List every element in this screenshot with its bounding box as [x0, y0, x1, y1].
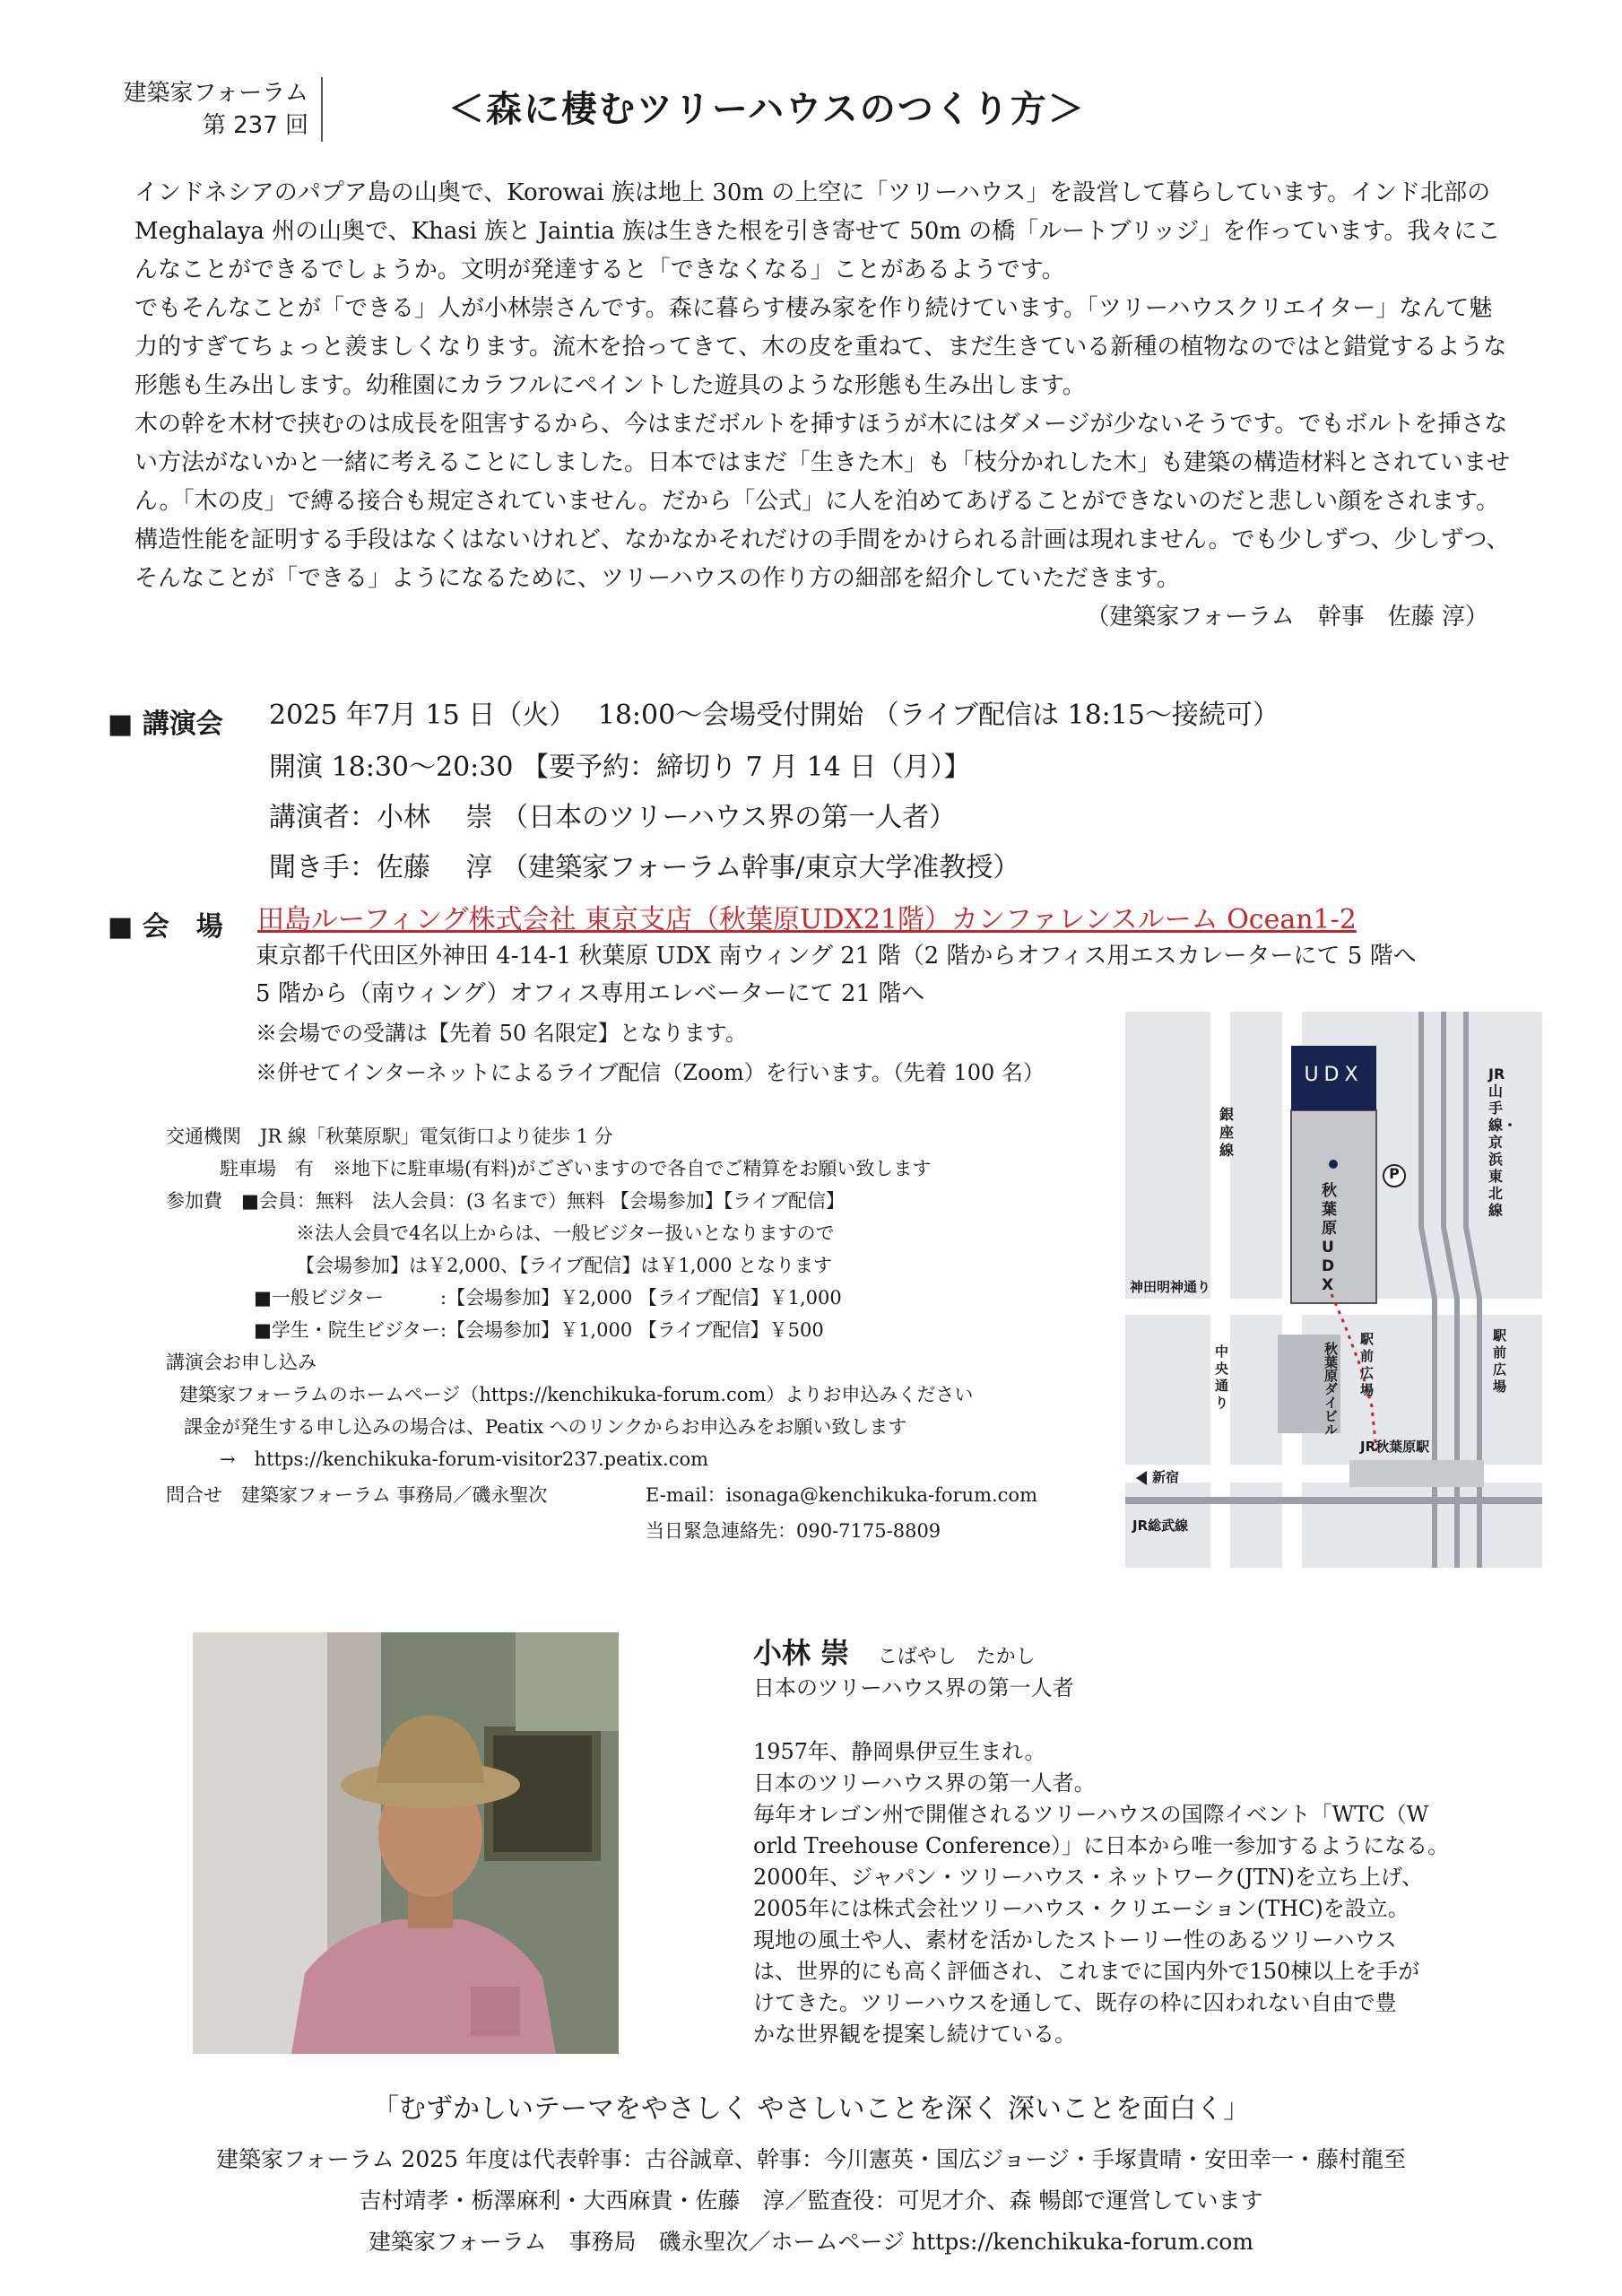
fee-corporate-price: 【会場参加】は￥2,000、【ライブ配信】は￥1,000 となります [296, 1255, 833, 1276]
lecture-date: 2025 年7月 15 日（火） 18:00～会場受付開始 （ライブ配信は 18:15～接続可） [269, 700, 1279, 731]
contact-phone: 当日緊急連絡先：090-7175-8809 [646, 1520, 941, 1542]
road-vertical-left [1210, 1012, 1230, 1568]
venue-note-1: ※会場での受講は【先着 50 名限定】となります。 [256, 1021, 747, 1046]
intro-text [134, 174, 1515, 637]
lecture-speaker: 講演者：小林 崇 （日本のツリーハウス界の第一人者） [269, 802, 957, 833]
apply-homepage[interactable]: 建築家フォーラムのホームページ（https://kenchikuka-forum.com）よりお申込みください [179, 1384, 974, 1405]
map-label-sobu: JR総武線 [1132, 1518, 1189, 1534]
footer-organizers-2: 吉村靖孝・栃澤麻利・大西麻貴・佐藤 淳／監査役：可児才介、森 暢郎で運営しています [359, 2187, 1263, 2213]
speaker-name: 小林 崇 [753, 1636, 850, 1670]
bio-line: かな世界観を提案し続けている。 [753, 2022, 1076, 2047]
fee-student: ■学生・院生ビジター:【会場参加】￥1,000 【ライブ配信】￥500 [254, 1319, 824, 1341]
apply-title: 講演会お申し込み [166, 1352, 317, 1373]
intro-paragraph: インドネシアのパプア島の山奥で、Korowai 族は地上 30m の上空に「ツリーハウス」を設営して暮らしています。インド北部の Meghalaya 州の山奥で、Khasi 族と Jaintia 族は生きた根を引き寄せて 50m の橋「ルートブリッジ」を作っています。我々にこんなことができるでしょうか。文明が発達すると「できなくなる」ことがあるようです。 [134, 179, 1501, 283]
map-label-ekimae-west: 駅前広場 [1360, 1331, 1375, 1398]
series-number: 第 237 回 [202, 112, 308, 139]
fee-corporate-note: ※法人会員で4名以上からは、一般ビジター扱いとなりますので [296, 1222, 835, 1244]
map-label-ginza: 銀座線 [1219, 1106, 1235, 1159]
lecture-label: ■ 講演会 [108, 709, 223, 740]
venue-note-2: ※併せてインターネットによるライブ配信（Zoom）を行います。（先着 100 名） [256, 1060, 1045, 1085]
footer-office: 建築家フォーラム 事務局 磯永聖次／ホームページ https://kenchikuka-forum.com [369, 2229, 1253, 2255]
series-label [90, 77, 323, 142]
map-label-akiba-station: JR秋葉原駅 [1360, 1439, 1430, 1455]
fee-member: 参加費 ■会員：無料 法人会員：(3 名まで）無料 【会場参加】【ライブ配信】 [166, 1190, 845, 1212]
map-label-ekimae-east: 駅前広場 [1493, 1327, 1513, 1396]
lecture-time: 開演 18:30～20:30 【要予約：締切り 7 月 14 日（月）】 [269, 752, 971, 783]
forum-motto: 「むずかしいテーマをやさしく やさしいことを深く 深いことを面白く」 [371, 2093, 1251, 2125]
series-name: 建築家フォーラム [123, 80, 308, 107]
bio-line: 現地の風土や人、素材を活かしたストーリー性のあるツリーハウス [753, 1927, 1397, 1952]
access-info: 交通機関 JR 線「秋葉原駅」電気街口より徒歩 1 分 [166, 1126, 613, 1147]
page-title: ＜森に棲むツリーハウスのつくり方＞ [448, 89, 1086, 130]
map-label-daibiru: 秋葉原ダイビル [1323, 1342, 1339, 1436]
lecture-interviewer: 聞き手：佐藤 淳 （建築家フォーラム幹事/東京大学准教授） [269, 852, 1020, 883]
bio-line: 毎年オレゴン州で開催されるツリーハウスの国際イベント「WTC（W [753, 1802, 1429, 1827]
map-label-shinjuku: 新宿 [1152, 1469, 1180, 1485]
map-label-udx: UDX [1304, 1064, 1364, 1086]
venue-address-1: 東京都千代田区外神田 4-14-1 秋葉原 UDX 南ウィング 21 階（2 階からオフィス用エスカレーターにて 5 階へ [256, 943, 1417, 970]
apply-peatix-link[interactable]: → https://kenchikuka-forum-visitor237.peatix.com [220, 1448, 709, 1470]
contact-info: 問合せ 建築家フォーラム 事務局／磯永聖次 [166, 1484, 548, 1506]
map-label-kanda: 神田明神通り [1130, 1279, 1211, 1295]
venue-label: ■ 会 場 [108, 911, 223, 943]
speaker-subtitle: 日本のツリーハウス界の第一人者 [753, 1675, 1074, 1700]
venue-map [1125, 1012, 1542, 1568]
footer-organizers-1: 建築家フォーラム 2025 年度は代表幹事：古谷誠章、幹事：今川憲英・国広ジョージ・手塚貴晴・安田幸一・藤村龍至 [215, 2146, 1407, 2172]
bio-line: は、世界的にも高く評価され、これまでに国内外で150棟以上を手が [753, 1959, 1420, 1984]
map-label-jr-yamanote: JR山手線・京浜東北線 [1488, 1065, 1518, 1219]
station-building [1349, 1460, 1484, 1487]
bio-line: orld Treehouse Conference）」に日本から唯一参加するようになる。 [753, 1833, 1450, 1858]
intro-paragraph: 木の幹を木材で挟むのは成長を阻害するから、今はまだボルトを挿すほうが木にはダメージが少ないそうです。でもボルトを挿さない方法がないかと一緒に考えることにしました。日本ではまだ「生きた木」も「枝分かれした木」も建築の構造材料とされていません。「木の皮」で縛る接合も規定されていません。だから「公式」に人を泊めてあげることができないのだと悲しい顔をされます。構造性能を証明する手段はなくはないけれど、なかなかそれだけの手間をかけられる計画は現れません。でも少しずつ、少しずつ、そんなことが「できる」ようになるために、ツリーハウスの作り方の細部を紹介していただきます。 [134, 411, 1511, 592]
apply-peatix-note: 課金が発生する申し込みの場合は、Peatix へのリンクからお申込みをお願い致します [184, 1416, 907, 1438]
parking-info: 駐車場 有 ※地下に駐車場(有料)がございますので各自でご精算をお願い致します [220, 1158, 932, 1179]
venue-pin [1329, 1160, 1338, 1169]
venue-address-2: 5 階から（南ウィング）オフィス専用エレベーターにて 21 階へ [256, 980, 925, 1007]
speaker-name-kana: こばやし たかし [877, 1646, 1036, 1668]
bio-line: 日本のツリーハウス界の第一人者。 [753, 1770, 1096, 1796]
bio-line: けてきた。ツリーハウスを通して、既存の枠に囚われない自由で豊 [753, 1990, 1397, 2015]
map-label-akiba-udx: 秋葉原UDX [1322, 1182, 1337, 1294]
bio-line: 2005年には株式会社ツリーハウス・クリエーション(THC)を設立。 [753, 1896, 1409, 1921]
intro-paragraph: でもそんなことが「できる」人が小林崇さんです。森に暮らす棲み家を作り続けています。「ツリーハウスクリエイター」なんて魅力的すぎてちょっと羨ましくなります。流木を拾ってきて、木の皮を重ねて、まだ生きている新種の植物なのではと錯覚するような形態も生み出します。幼稚園にカラフルにペイントした遊具のような形態も生み出します。 [134, 295, 1507, 399]
map-label-chuo: 中央通り [1215, 1344, 1229, 1411]
map-label-parking: P [1389, 1165, 1400, 1182]
speaker-photo [193, 1632, 619, 2054]
venue-name-link[interactable]: 田島ルーフィング株式会社 東京支店（秋葉原UDX21階）カンファレンスルーム Ocean1-2 [257, 904, 1357, 935]
intro-signature: （建築家フォーラム 幹事 佐藤 淳） [1086, 604, 1488, 631]
speaker-bio [753, 1638, 1470, 2050]
bio-line: 2000年、ジャパン・ツリーハウス・ネットワーク(JTN)を立ち上げ、 [753, 1865, 1424, 1890]
bio-line: 1957年、静岡県伊豆生まれ。 [753, 1739, 1046, 1764]
speaker-portrait [193, 1632, 619, 2054]
contact-email[interactable]: E-mail：isonaga@kenchikuka-forum.com [646, 1484, 1037, 1506]
fee-visitor: ■一般ビジター :【会場参加】￥2,000 【ライブ配信】￥1,000 [254, 1287, 842, 1309]
